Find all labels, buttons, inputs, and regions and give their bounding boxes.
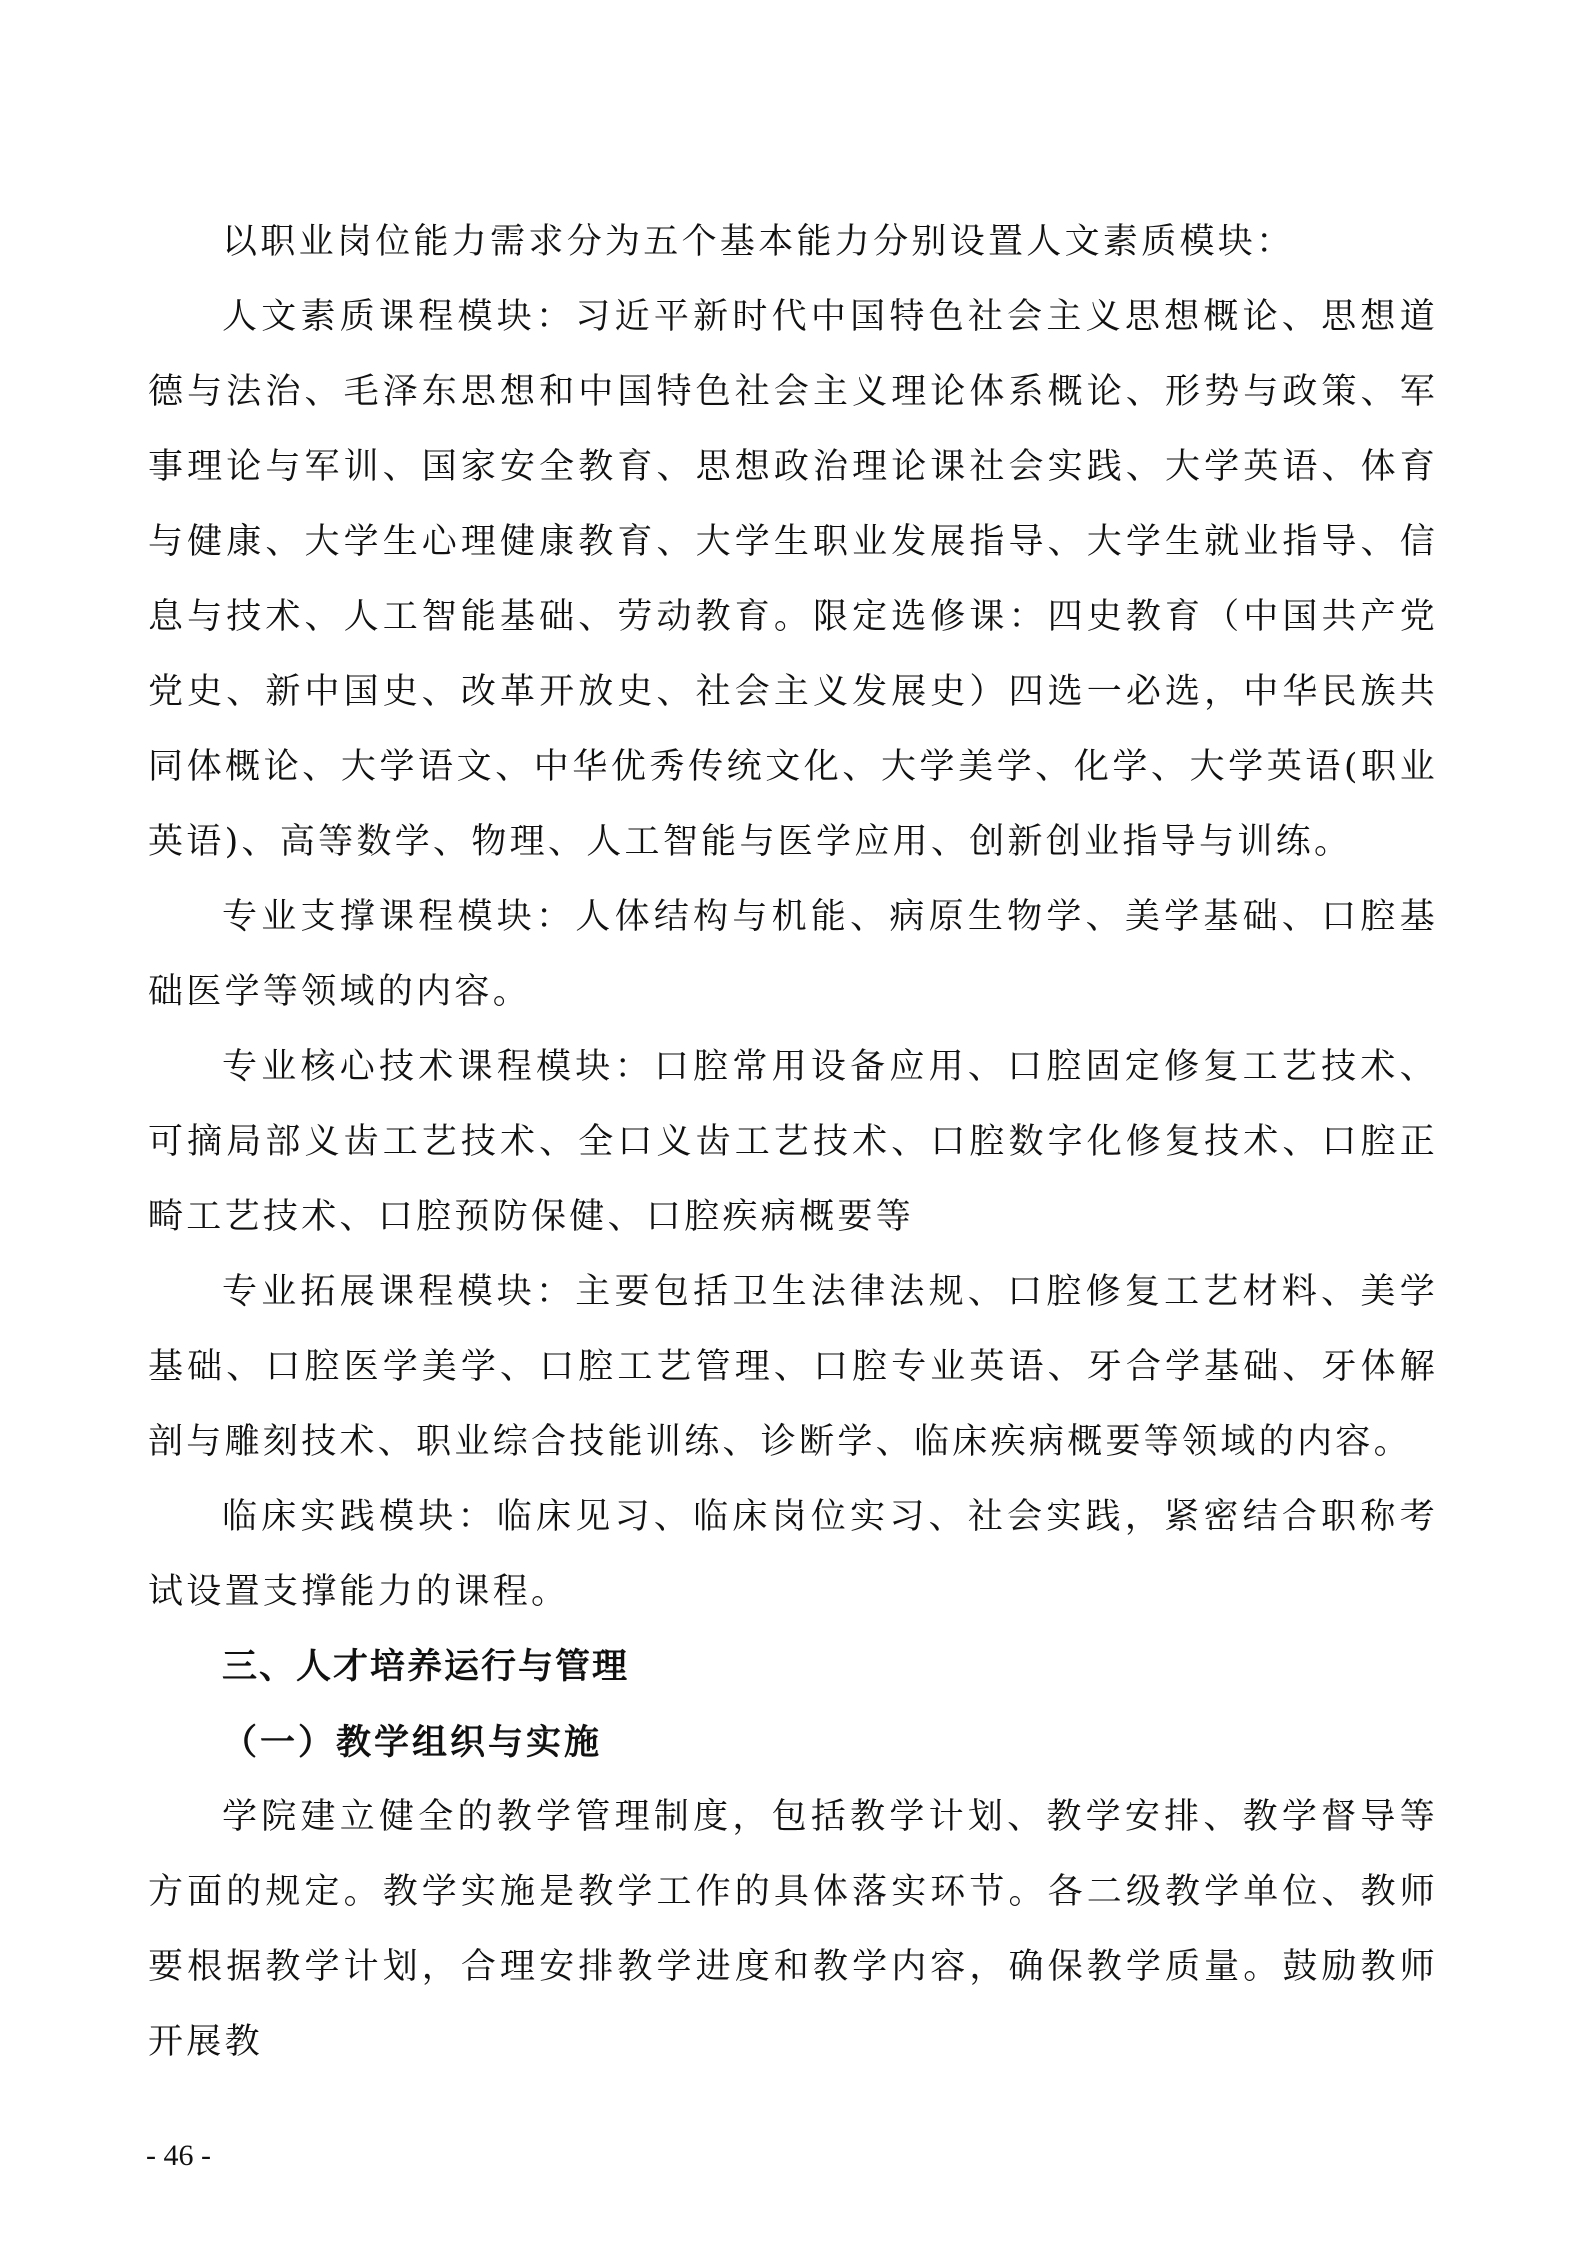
support-module-paragraph: 专业支撑课程模块：人体结构与机能、病原生物学、美学基础、口腔基础医学等领域的内容。 [148,897,1438,1012]
section-heading: 三、人才培养运行与管理 [222,1647,630,1687]
page-number: - 46 - [146,2139,211,2172]
document-body [148,205,1438,2080]
teaching-organization-paragraph: 学院建立健全的教学管理制度，包括教学计划、教学安排、教学督导等方面的规定。教学实施是教学工作的具体落实环节。各二级教学单位、教师要根据教学计划，合理安排教学进度和教学内容，确保教学质量。鼓励教师开展教 [148,1797,1438,2062]
clinical-practice-module-paragraph: 临床实践模块：临床见习、临床岗位实习、社会实践，紧密结合职称考试设置支撑能力的课程。 [148,1497,1438,1612]
core-technology-module-paragraph: 专业核心技术课程模块：口腔常用设备应用、口腔固定修复工艺技术、可摘局部义齿工艺技术、全口义齿工艺技术、口腔数字化修复技术、口腔正畸工艺技术、口腔预防保健、口腔疾病概要等 [148,1047,1438,1237]
intro-paragraph: 以职业岗位能力需求分为五个基本能力分别设置人文素质模块： [222,222,1295,262]
humanities-module-paragraph: 人文素质课程模块：习近平新时代中国特色社会主义思想概论、思想道德与法治、毛泽东思想和中国特色社会主义理论体系概论、形势与政策、军事理论与军训、国家安全教育、思想政治理论课社会实践、大学英语、体育与健康、大学生心理健康教育、大学生职业发展指导、大学生就业指导、信息与技术、人工智能基础、劳动教育。限定选修课：四史教育（中国共产党党史、新中国史、改革开放史、社会主义发展史）四选一必选，中华民族共同体概论、大学语文、中华优秀传统文化、大学美学、化学、大学英语(职业英语)、高等数学、物理、人工智能与医学应用、创新创业指导与训练。 [148,297,1438,862]
subsection-heading: （一）教学组织与实施 [222,1722,603,1763]
extension-module-paragraph: 专业拓展课程模块：主要包括卫生法律法规、口腔修复工艺材料、美学基础、口腔医学美学、口腔工艺管理、口腔专业英语、牙合学基础、牙体解剖与雕刻技术、职业综合技能训练、诊断学、临床疾病概要等领域的内容。 [148,1272,1438,1462]
